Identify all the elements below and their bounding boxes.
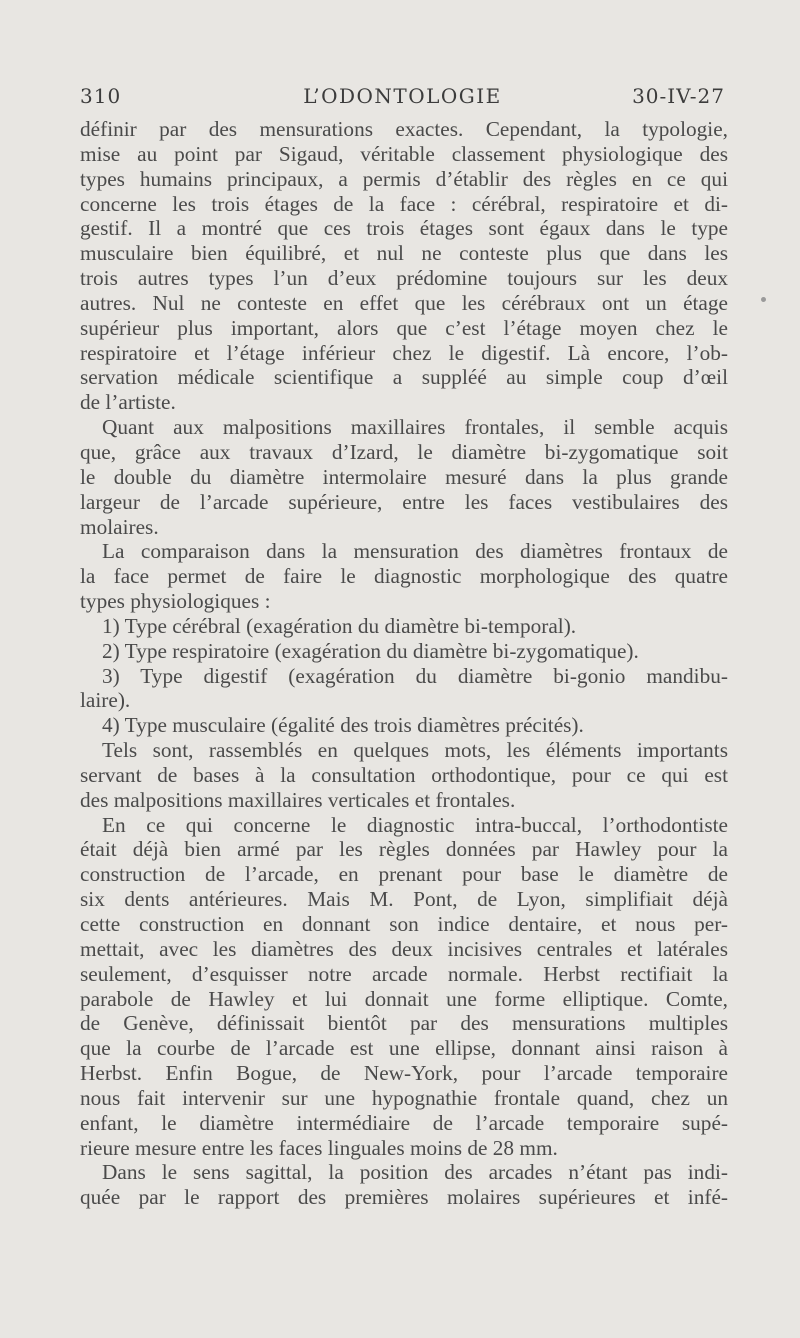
text-line: Quant aux malpositions maxillaires frontales, il semble acquis: [102, 415, 728, 440]
text-line: concerne les trois étages de la face : cérébral, respiratoire et di-: [80, 191, 728, 216]
text-line: rieure mesure entre les faces linguales moins de 28 mm.: [80, 1135, 558, 1160]
page-number: 310: [80, 84, 122, 108]
text-line: Tels sont, rassemblés en quelques mots, les éléments importants: [102, 738, 728, 763]
text-line: des malpositions maxillaires verticales et frontales.: [80, 787, 516, 812]
text-line: types physiologiques :: [80, 589, 271, 614]
text-line: quée par le rapport des premières molaires supérieures et infé-: [80, 1185, 728, 1210]
text-line: construction de l’arcade, en prenant pour base le diamètre de: [80, 862, 728, 887]
text-line: la face permet de faire le diagnostic morphologique des quatre: [80, 564, 728, 589]
text-line: de Genève, définissait bientôt par des mensurations multiples: [80, 1011, 728, 1036]
text-line: mise au point par Sigaud, véritable classement physiologique des: [80, 141, 728, 166]
text-line: six dents antérieures. Mais M. Pont, de Lyon, simplifiait déjà: [80, 887, 728, 912]
text-line: supérieur plus important, alors que c’est l’étage moyen chez le: [80, 315, 728, 340]
text-line: nous fait intervenir sur une hypognathie frontale quand, chez un: [80, 1085, 728, 1110]
text-line: que la courbe de l’arcade est une ellipse, donnant ainsi raison à: [80, 1036, 728, 1061]
text-line: La comparaison dans la mensuration des diamètres frontaux de: [102, 539, 728, 564]
body-text: [80, 117, 728, 1210]
text-line: cette construction en donnant son indice dentaire, et nous per-: [80, 912, 728, 936]
text-line: En ce qui concerne le diagnostic intra-buccal, l’orthodontiste: [102, 812, 728, 837]
text-line: définir par des mensurations exactes. Cependant, la typologie,: [80, 117, 728, 141]
text-line: servant de bases à la consultation orthodontique, pour ce qui est: [80, 762, 728, 787]
text-line: enfant, le diamètre intermédiaire de l’arcade temporaire supé-: [80, 1110, 728, 1135]
running-header: [80, 84, 725, 114]
text-line: 3) Type digestif (exagération du diamètre bi-gonio mandibu-: [102, 663, 728, 688]
text-line: largeur de l’arcade supérieure, entre les faces vestibulaires des: [80, 489, 728, 514]
print-speck: [761, 297, 766, 302]
text-line: types humains principaux, a permis d’établir des règles en ce qui: [80, 166, 728, 191]
text-line: 2) Type respiratoire (exagération du diamètre bi-zygomatique).: [102, 638, 639, 663]
text-line: mettait, avec les diamètres des deux incisives centrales et latérales: [80, 936, 728, 961]
issue-date: 30-IV-27: [632, 84, 725, 108]
text-line: Dans le sens sagittal, la position des arcades n’étant pas indi-: [102, 1160, 728, 1185]
text-line: de l’artiste.: [80, 390, 176, 415]
text-line: laire).: [80, 688, 131, 713]
text-line: musculaire bien équilibré, et nul ne conteste plus que dans les: [80, 241, 728, 266]
text-line: que, grâce aux travaux d’Izard, le diamètre bi-zygomatique soit: [80, 439, 728, 464]
text-line: seulement, d’esquisser notre arcade normale. Herbst rectifiait la: [80, 961, 728, 986]
text-line: autres. Nul ne conteste en effet que les cérébraux ont un étage: [80, 290, 728, 315]
text-line: servation médicale scientifique a suppléé au simple coup d’œil: [80, 365, 728, 390]
text-line: Herbst. Enfin Bogue, de New-York, pour l’arcade temporaire: [80, 1061, 728, 1086]
text-line: molaires.: [80, 514, 159, 539]
text-line: gestif. Il a montré que ces trois étages sont égaux dans le type: [80, 216, 728, 241]
text-line: 4) Type musculaire (égalité des trois diamètres précités).: [102, 713, 584, 738]
text-line: parabole de Hawley et lui donnait une forme elliptique. Comte,: [80, 986, 728, 1011]
text-line: trois autres types l’un d’eux prédomine toujours sur les deux: [80, 266, 728, 291]
text-line: 1) Type cérébral (exagération du diamètre bi-temporal).: [102, 613, 577, 638]
text-line: était déjà bien armé par les règles données par Hawley pour la: [80, 837, 728, 862]
text-line: respiratoire et l’étage inférieur chez le digestif. Là encore, l’ob-: [80, 340, 728, 365]
journal-title: L’ODONTOLOGIE: [303, 84, 502, 108]
text-line: le double du diamètre intermolaire mesuré dans la plus grande: [80, 464, 728, 489]
